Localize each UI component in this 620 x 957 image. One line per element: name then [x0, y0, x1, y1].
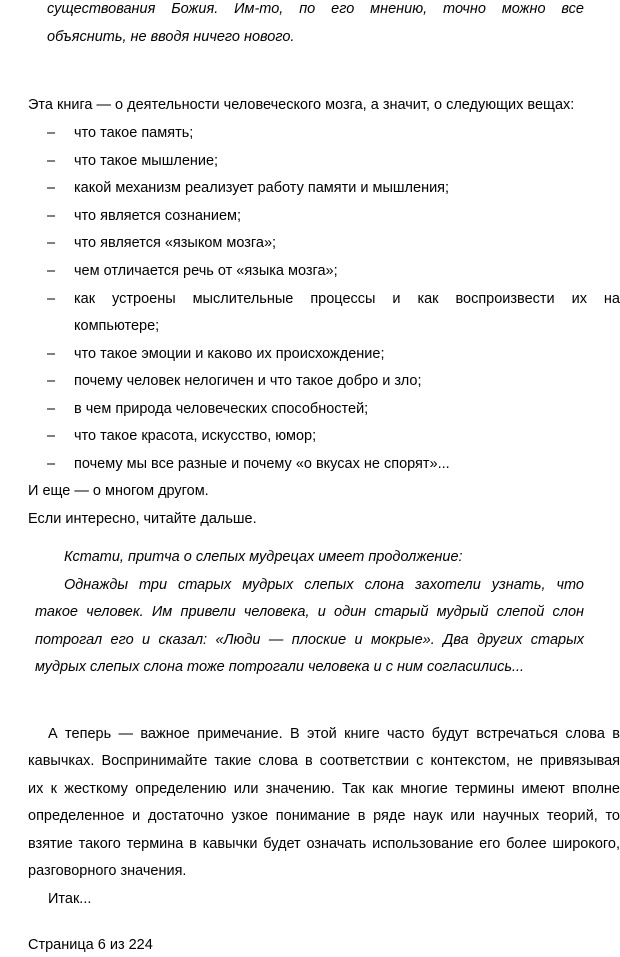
list-item: –: [47, 456, 56, 472]
paragraph-line: Если интересно, читайте дальше.: [28, 511, 257, 527]
list-item: –: [47, 235, 56, 251]
note-line: кавычках. Воспринимайте такие слова в соответствии с контекстом, не привязывая: [28, 753, 620, 769]
list-item: –: [47, 180, 56, 196]
intro-line: объяснить, не вводя ничего нового.: [47, 29, 295, 45]
list-item: –: [47, 346, 56, 362]
list-item: –: [47, 263, 56, 279]
paragraph-line: И еще — о многом другом.: [28, 483, 209, 499]
list-item-text: как устроены мыслительные процессы и как воспроизвести их на: [74, 291, 620, 307]
note-line: взятие такого термина в кавычки будет означать использование его более широкого,: [28, 836, 620, 852]
list-item: –: [47, 428, 56, 444]
list-item: –: [47, 153, 56, 169]
note-line: разговорного значения.: [28, 863, 187, 879]
note-line: определенное и достаточно узкое понимание в ряде наук или научных теорий, то: [28, 808, 620, 824]
list-item-text: почему человек нелогичен и что такое добро и зло;: [74, 373, 422, 389]
list-item-text: чем отличается речь от «языка мозга»;: [74, 263, 338, 279]
parable-line: такое человек. Им привели человека, и один старый мудрый слепой слон: [35, 604, 584, 620]
list-item-text: что такое мышление;: [74, 153, 219, 169]
note-line: А теперь — важное примечание. В этой книге часто будут встречаться слова в: [48, 726, 620, 742]
lead-sentence: Эта книга — о деятельности человеческого мозга, а значит, о следующих вещах:: [28, 97, 575, 113]
list-item-text: компьютере;: [74, 318, 160, 334]
list-item: –: [47, 401, 56, 417]
list-item-text: что является «языком мозга»;: [74, 235, 277, 251]
closing-word: Итак...: [48, 891, 92, 907]
parable-line: Однажды три старых мудрых слепых слона захотели узнать, что: [64, 577, 584, 593]
page-footer: Страница 6 из 224: [28, 937, 153, 953]
list-item-text: в чем природа человеческих способностей;: [74, 401, 369, 417]
note-line: их к жесткому определению или значению. Так как многие термины имеют вполне: [28, 781, 620, 797]
list-item-text: что такое память;: [74, 125, 194, 141]
intro-line: существования Божия. Им-то, по его мнению, точно можно все: [47, 1, 584, 17]
list-item-text: что такое эмоции и каково их происхождение;: [74, 346, 385, 362]
parable-line: мудрых слепых слона тоже потрогали человека и с ним согласились...: [35, 659, 525, 675]
list-item-text: какой механизм реализует работу памяти и мышления;: [74, 180, 450, 196]
parable-line: потрогал его и сказал: «Люди — плоские и мокрые». Два других старых: [35, 632, 584, 648]
list-item: –: [47, 208, 56, 224]
list-item: –: [47, 125, 56, 141]
list-item: –: [47, 373, 56, 389]
list-item: –: [47, 291, 56, 307]
list-item-text: что такое красота, искусство, юмор;: [74, 428, 317, 444]
parable-line: Кстати, притча о слепых мудрецах имеет продолжение:: [64, 549, 463, 565]
list-item-text: почему мы все разные и почему «о вкусах не спорят»...: [74, 456, 450, 472]
list-item-text: что является сознанием;: [74, 208, 242, 224]
